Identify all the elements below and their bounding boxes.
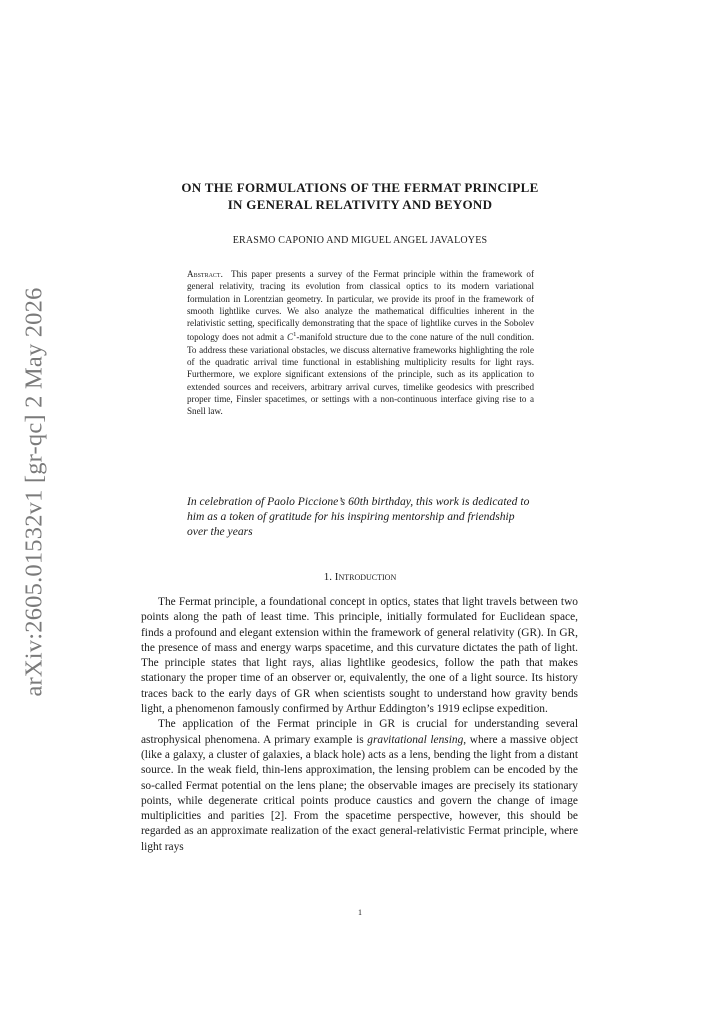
arxiv-identifier-text: arXiv:2605.01532v1 [gr-qc] 2 May 2026	[21, 287, 49, 697]
abstract-label: Abstract.	[187, 269, 223, 279]
paper-title-line-1: ON THE FORMULATIONS OF THE FERMAT PRINCIPLE	[181, 180, 539, 195]
page-number: 1	[358, 908, 362, 917]
body-text	[141, 595, 578, 855]
abstract-text-part-2: -manifold structure due to the cone nature of the null condition. To address these variational obstacles, we discuss alternative frameworks highlighting the role of the quadratic arrival time functional in establishing multiplicity results for light rays. Furthermore, we explore significant extensions of the principle, such as its application to extended sources and receivers, arbitrary arrival curves, timelike geodesics with prescribed proper time, Finsler spacetimes, or settings with a non-continuous interface giving rise to a Snell law.	[187, 332, 534, 417]
paragraph-2-part-1: The application of the Fermat principle in GR is crucial for understanding several astrophysical phenomena. A primary example is	[141, 718, 578, 746]
section-number: 1.	[323, 571, 333, 583]
paragraph-2-emphasis: gravitational lensing	[367, 733, 464, 746]
paper-title-line-2: IN GENERAL RELATIVITY AND BEYOND	[227, 197, 493, 212]
abstract-text-part-1: This paper presents a survey of the Fermat principle within the framework of general relativity, tracing its evolution from classical optics to its modern variational formulation in Lorentzian geometry. In particular, we provide its proof in the framework of smooth lightlike curves. We also analyze the mathematical difficulties inherent in the relativistic setting, specifically demonstrating that the space of lightlike curves in the Sobolev topology does not admit a	[187, 269, 534, 343]
dedication: In celebration of Paolo Piccione’s 60th birthday, this work is dedicated to him as a token of gratitude for his inspiring mentorship and friendship over the years	[187, 495, 530, 539]
arxiv-identifier-stamp	[1, 287, 69, 697]
abstract-math-symbol: C	[287, 332, 294, 343]
abstract	[187, 268, 534, 418]
abstract-math-superscript: 1	[293, 331, 297, 339]
paper-title	[100, 179, 620, 213]
section-heading-introduction	[140, 571, 580, 583]
paragraph-2-part-2: , where a massive object (like a galaxy, a cluster of galaxies, a black hole) acts as a lens, bending the light from a distant source. In the weak field, thin-lens approximation, the lensing problem can be encoded by the so-called Fermat potential on the lens plane; the observable images are precisely its stationary points, while degenerate critical points produce caustics and govern the change of image multiplicities and parities [2]. From the spacetime perspective, however, this should be regarded as an approximate realization of the exact general-relativistic Fermat principle, where light rays	[141, 733, 578, 853]
paragraph-1: The Fermat principle, a foundational concept in optics, states that light travels between two points along the path of least time. This principle, initially formulated for Euclidean space, finds a profound and elegant extension within the framework of general relativity (GR). In GR, the presence of mass and energy warps spacetime, and this curvature dictates the path of light. The principle states that light rays, alias lightlike geodesics, follow the path that makes stationary the proper time of an observer or, equivalently, the one of a light source. Its history traces back to the early days of GR when scientists sought to understand how gravity bends light, a phenomenon famously confirmed by Arthur Eddington’s 1919 eclipse expedition.	[141, 596, 578, 716]
paper-authors: ERASMO CAPONIO AND MIGUEL ANGEL JAVALOYES	[232, 235, 488, 246]
section-title: Introduction	[334, 571, 397, 583]
paragraph-2	[141, 717, 578, 855]
